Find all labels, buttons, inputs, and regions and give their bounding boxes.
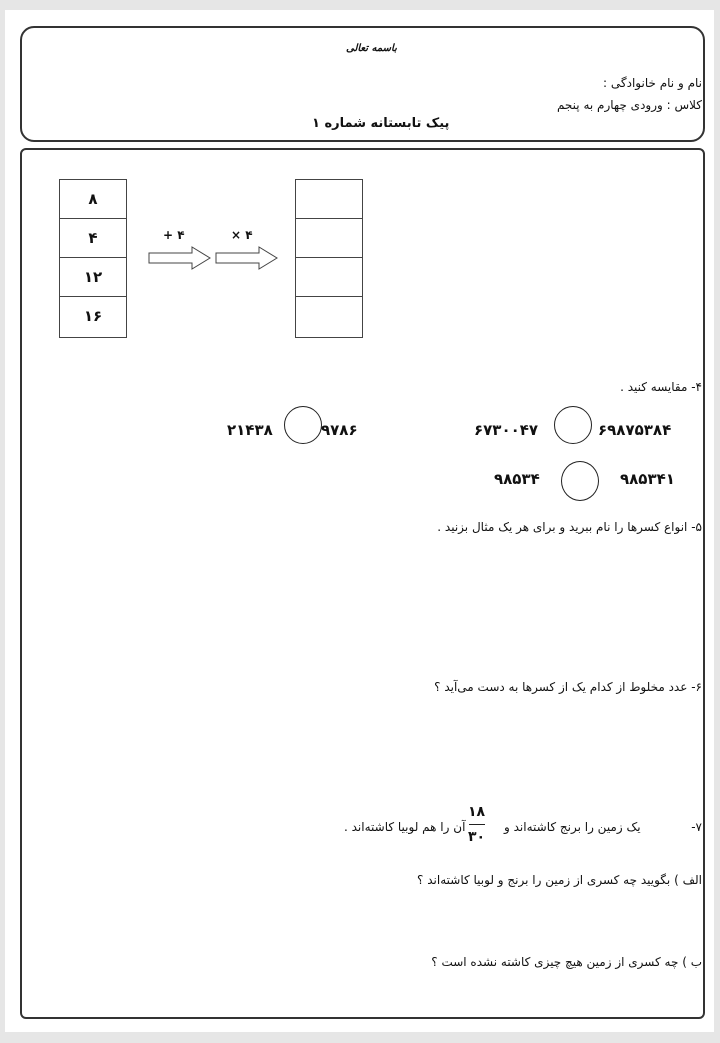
fraction-rice bbox=[468, 804, 485, 845]
compare-left-value: ۶۷۳۰۰۴۷ bbox=[474, 421, 539, 439]
q7-number: ۷- bbox=[691, 820, 702, 834]
q7-text-2: آن را هم لوبیا کاشته‌اند . bbox=[344, 820, 466, 834]
compare-right-value: ۹۷۸۶ bbox=[321, 421, 358, 439]
input-cell: ۱۲ bbox=[60, 258, 126, 297]
compare-answer-circle[interactable] bbox=[561, 461, 599, 501]
q7-part-b: ب ) چه کسری از زمین هیچ چیزی کاشته نشده است ؟ bbox=[431, 955, 702, 969]
compare-left-value: ۲۱۴۳۸ bbox=[227, 421, 273, 439]
input-column bbox=[59, 179, 127, 338]
arrow-right-icon bbox=[148, 246, 212, 270]
numerator: ۱۸ bbox=[468, 804, 486, 820]
q6-prompt: ۶- عدد مخلوط از کدام یک از کسرها به دست می‌آید ؟ bbox=[434, 680, 702, 694]
compare-right-value: ۶۹۸۷۵۳۸۴ bbox=[598, 421, 672, 439]
name-label: نام و نام خانوادگی : bbox=[603, 76, 702, 90]
arrow-right-icon bbox=[215, 246, 279, 270]
operation-add-label: + ۴ bbox=[163, 228, 185, 242]
q7-part-a: الف ) بگویید چه کسری از زمین را برنج و لوبیا کاشته‌اند ؟ bbox=[417, 873, 702, 887]
input-cell: ۴ bbox=[60, 219, 126, 258]
input-cell: ۱۶ bbox=[83, 307, 103, 325]
denominator: ۳۰ bbox=[468, 829, 486, 845]
page-title: پیک تابستانه شماره ۱ bbox=[312, 116, 450, 131]
output-cell[interactable] bbox=[296, 297, 362, 335]
input-cell: ۸ bbox=[60, 180, 126, 219]
operation-multiply-label: × ۴ bbox=[231, 228, 253, 242]
q4-prompt: ۴- مقایسه کنید . bbox=[620, 380, 702, 394]
output-column bbox=[295, 179, 363, 338]
q7-text-1: یک زمین را برنج کاشته‌اند و bbox=[504, 820, 641, 834]
compare-answer-circle[interactable] bbox=[284, 406, 322, 444]
invocation: باسمه تعالی bbox=[346, 43, 397, 54]
class-label: کلاس : ورودی چهارم به پنجم bbox=[556, 98, 702, 112]
q5-prompt: ۵- انواع کسرها را نام ببرید و برای هر یک مثال بزنید . bbox=[437, 520, 702, 534]
output-cell[interactable] bbox=[296, 180, 362, 219]
compare-left-value: ۹۸۵۳۴ bbox=[494, 470, 540, 488]
output-cell[interactable] bbox=[296, 219, 362, 258]
compare-right-value: ۹۸۵۳۴۱ bbox=[620, 470, 675, 488]
compare-answer-circle[interactable] bbox=[554, 406, 592, 444]
output-cell[interactable] bbox=[296, 258, 362, 297]
